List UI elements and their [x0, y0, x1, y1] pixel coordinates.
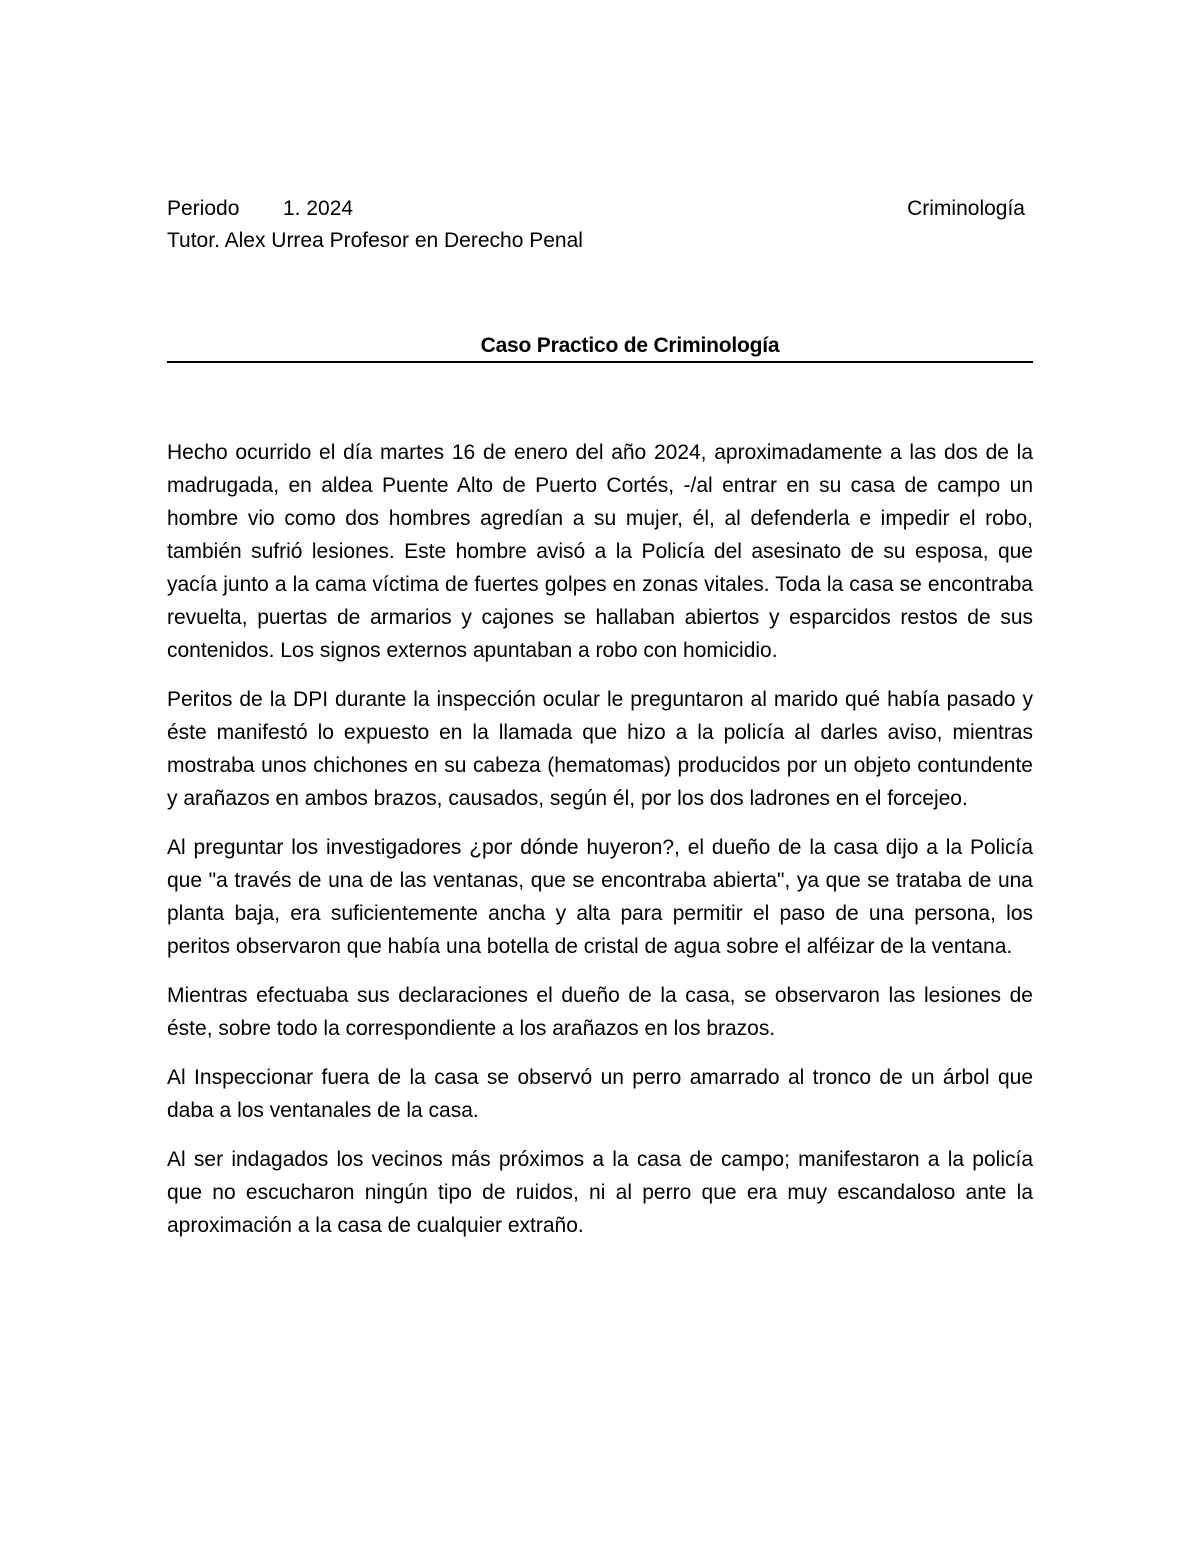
paragraph-4: Mientras efectuaba sus declaraciones el dueño de la casa, se observaron las lesiones de éste, sobre todo la correspondiente a los arañazos en los brazos.	[167, 984, 1033, 1040]
document-title	[167, 331, 1033, 363]
document-body	[167, 436, 1033, 1258]
paragraph-3: Al preguntar los investigadores ¿por dónde huyeron?, el dueño de la casa dijo a la Policía que "a través de una de las ventanas, que se encontraba abierta", ya que se trataba de una planta baja, era suficientemente ancha y alta para permitir el paso de una persona, los peritos observaron que había una botella de cristal de agua sobre el alféizar de la ventana.	[167, 836, 1033, 958]
paragraph-2: Peritos de la DPI durante la inspección ocular le preguntaron al marido qué había pasado y éste manifestó lo expuesto en la llamada que hizo a la policía al darles aviso, mientras mostraba unos chichones en su cabeza (hematomas) producidos por un objeto contundente y arañazos en ambos brazos, causados, según él, por los dos ladrones en el forcejeo.	[167, 688, 1033, 810]
header-row	[167, 194, 1025, 224]
period-label: Periodo	[167, 197, 240, 220]
tutor-line: Tutor. Alex Urrea Profesor en Derecho Penal	[167, 229, 583, 252]
document-title-text: Caso Practico de Criminología	[480, 334, 780, 357]
paragraph-6: Al ser indagados los vecinos más próximos a la casa de campo; manifestaron a la policía que no escucharon ningún tipo de ruidos, ni al perro que era muy escandaloso ante la aproximación a la casa de cualquier extraño.	[167, 1148, 1033, 1237]
paragraph-5: Al Inspeccionar fuera de la casa se observó un perro amarrado al tronco de un árbol que daba a los ventanales de la casa.	[167, 1066, 1033, 1122]
paragraph-1: Hecho ocurrido el día martes 16 de enero del año 2024, aproximadamente a las dos de la madrugada, en aldea Puente Alto de Puerto Cortés, -/al entrar en su casa de campo un hombre vio como dos hombres agredían a su mujer, él, al defenderla e impedir el robo, también sufrió lesiones. Este hombre avisó a la Policía del asesinato de su esposa, que yacía junto a la cama víctima de fuertes golpes en zonas vitales. Toda la casa se encontraba revuelta, puertas de armarios y cajones se hallaban abiertos y esparcidos restos de sus contenidos. Los signos externos apuntaban a robo con homicidio.	[167, 441, 1033, 662]
subject-label: Criminología	[907, 197, 1025, 220]
period-value: 1. 2024	[283, 197, 354, 220]
